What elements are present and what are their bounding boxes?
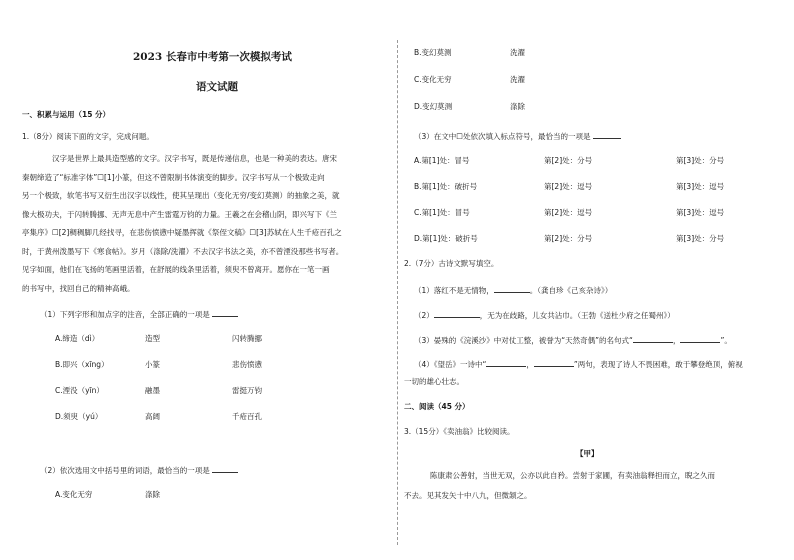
passage-line: 秦朝缔造了“标准字体”☐[1]小篆，但这不曾限制书体演变的脚步。汉字书写从一个极致走向 [22, 172, 325, 182]
option-text: 造型 [145, 334, 160, 343]
option-text: 第[2]处：逗号 [544, 208, 593, 217]
answer-blank[interactable] [434, 309, 480, 318]
q1-sub3-text: （3）在文中☐处依次填入标点符号，最恰当的一项是 [414, 132, 591, 141]
q2-item-text: ”。 [720, 336, 732, 345]
q2-item-text: ”两句，表现了诗人不畏困难，敢于攀登绝顶，俯视 [573, 360, 743, 369]
option-text: 高阔 [145, 412, 160, 421]
column-divider [397, 40, 398, 545]
option-text: 融墨 [145, 386, 160, 395]
passage-jia-line: 陈康肃公善射，当世无双，公亦以此自矜。尝射于家圃，有卖油翁释担而立，睨之久而 [430, 471, 715, 480]
section-1-heading: 一、积累与运用（15 分） [22, 110, 111, 119]
passage-line: 的书写中，找回自己的精神高峨。 [22, 283, 135, 293]
answer-blank[interactable] [534, 358, 574, 367]
option-text: D.须臾（yú） [55, 412, 103, 421]
answer-blank[interactable] [212, 464, 238, 473]
option-text: B.即兴（xīng） [55, 360, 109, 369]
q1-stem: 1.（8分）阅读下面的文字，完成问题。 [22, 132, 154, 141]
q2-item-4 [414, 358, 743, 370]
option-text: A.缔造（dì） [55, 334, 100, 343]
q1-passage [22, 150, 343, 298]
option-text: D.变幻莫测 [414, 102, 453, 111]
passage-line: 像大极功夫，于闪转腾挪、无声无息中产生雷霆万钧的力量。王羲之在会稽山阴，即兴写下《兰 [22, 209, 337, 219]
option-text: 雷挺万钧 [232, 386, 262, 395]
passage-jia-label: 【甲】 [576, 449, 599, 458]
q2-item-2 [414, 309, 675, 321]
q1-sub1 [40, 308, 238, 320]
option-text: 悲伤愤懑 [232, 360, 262, 369]
option-text: 第[2]处：逗号 [544, 182, 593, 191]
answer-blank[interactable] [212, 308, 238, 317]
passage-jia-line: 不去。见其发矢十中八九，但微颔之。 [404, 491, 532, 500]
exam-title: 2023 长春市中考第一次模拟考试 [133, 51, 292, 63]
answer-blank[interactable] [593, 130, 621, 139]
option-text: A.变化无穷 [55, 490, 93, 499]
option-text: 涤除 [145, 490, 160, 499]
answer-blank[interactable] [633, 334, 673, 343]
q2-item-text: （1）落红不是无情物， [414, 286, 494, 295]
option-text: C.湮没（yīn） [55, 386, 104, 395]
section-2-heading: 二、阅读（45 分） [404, 402, 470, 411]
option-text: 涤除 [510, 102, 525, 111]
q1-sub3 [414, 130, 621, 142]
q1-sub2-text: （2）依次选用文中括号里的词语，最恰当的一项是 [40, 466, 210, 475]
passage-line: 亭集序》☐[2]稠稠脚几经找寻，在悲伤愤懑中疑墨挥就《祭侄文稿》☐[3]苏轼在人生千疮百孔之 [22, 228, 342, 237]
option-text: 第[2]处：分号 [544, 156, 593, 165]
option-text: 洗濯 [510, 75, 525, 84]
answer-blank[interactable] [486, 358, 526, 367]
option-text: 第[3]处：逗号 [676, 208, 725, 217]
option-text: 第[3]处：分号 [676, 234, 725, 243]
option-text: 第[3]处：逗号 [676, 182, 725, 191]
option-text: 洗濯 [510, 48, 525, 57]
option-text: 小篆 [145, 360, 160, 369]
option-text: B.第[1]处：破折号 [414, 182, 478, 191]
option-text: A.第[1]处：冒号 [414, 156, 470, 165]
q2-item-1 [414, 284, 612, 296]
q2-item-text: 。（龚自珍《己亥杂诗》） [529, 286, 613, 295]
option-text: 第[3]处：分号 [676, 156, 725, 165]
q2-item-text: ， [672, 336, 681, 345]
answer-blank[interactable] [494, 284, 530, 293]
q2-stem: 2.（7分）古诗文默写填空。 [404, 259, 499, 268]
answer-blank[interactable] [680, 334, 720, 343]
q2-item-text: ，无为在歧路，儿女共沾巾。（王勃《送杜少府之任蜀州》） [479, 311, 675, 320]
q2-item-text: ， [526, 360, 534, 369]
passage-line: 另一个极致，软笔书写又衍生出汉字以线性，使其呈现出（变化无穷/变幻莫测）的抽象之美，就 [22, 191, 340, 200]
option-text: 闪转腾挪 [232, 334, 262, 343]
q2-item-text: （2） [414, 311, 434, 320]
option-text: 第[2]处：分号 [544, 234, 593, 243]
passage-line: 汉字是世界上最具造型感的文字。汉字书写，既是传递信息，也是一种美的表达。唐宋 [52, 154, 337, 163]
option-text: D.第[1]处：破折号 [414, 234, 478, 243]
option-text: B.变幻莫测 [414, 48, 452, 57]
q2-item-3 [414, 334, 732, 346]
q1-sub1-text: （1）下列字形和加点字的注音，全部正确的一项是 [40, 310, 210, 319]
passage-line: 见字如面，他们在飞扬的笔画里活着，在舒展的线条里活着，须臾不曾离开。愿你在一笔一画 [22, 265, 330, 274]
option-text: 千疮百孔 [232, 412, 262, 421]
q1-sub2 [40, 464, 238, 476]
q2-item-text: （3）晏殊的《浣溪沙》中对仗工整，被誉为“天然奇偶”的名句式“ [414, 336, 633, 345]
option-text: C.变化无穷 [414, 75, 452, 84]
passage-line: 时，于黄州泼墨写下《寒食帖》。岁月（涤除/洗濯）不去汉字书法之美，亦不曾湮没那些书写者。 [22, 246, 344, 256]
exam-subtitle: 语文试题 [196, 81, 238, 93]
option-text: C.第[1]处：冒号 [414, 208, 470, 217]
q2-item-4-cont: 一切的雄心壮志。 [404, 377, 464, 386]
q3-stem: 3.（15分）《卖油翁》比较阅读。 [404, 427, 515, 436]
q2-item-text: （4）《望岳》一诗中“ [414, 360, 487, 369]
